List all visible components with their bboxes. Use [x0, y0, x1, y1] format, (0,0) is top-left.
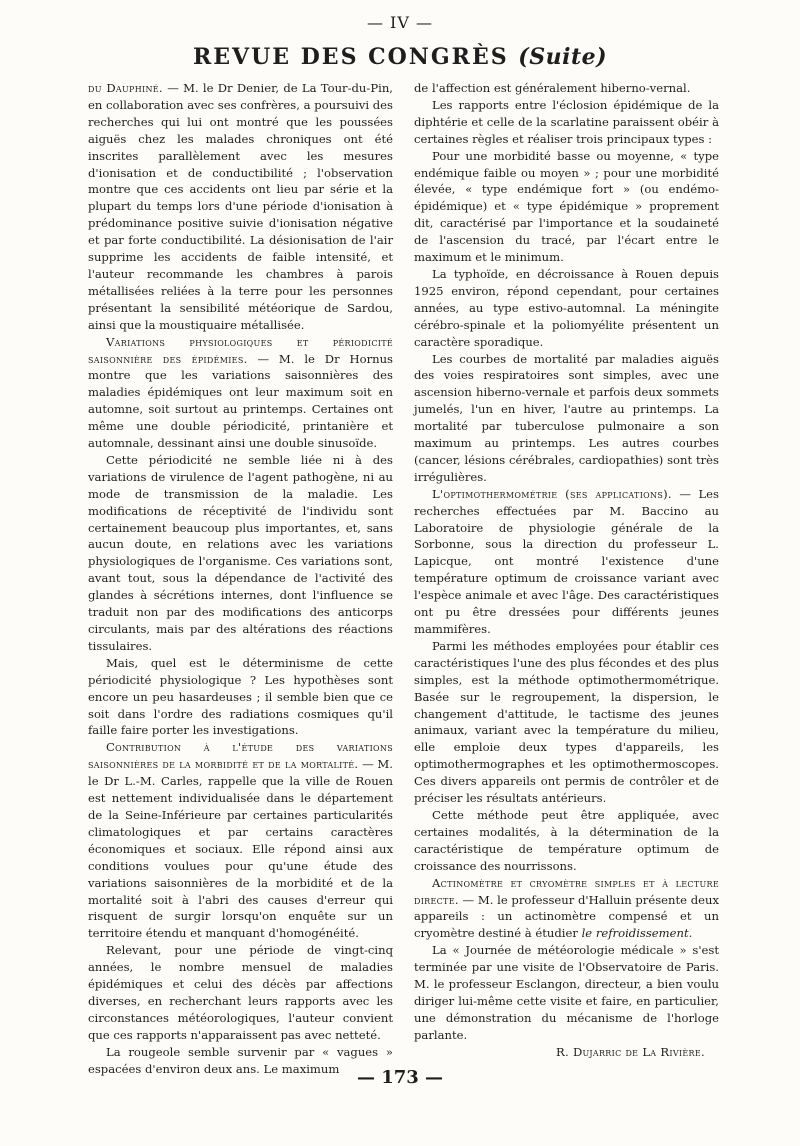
paragraph-dauphine: [88, 80, 393, 334]
section-lead: du Dauphiné.: [88, 81, 163, 95]
paragraph-continuation: de l'affection est généralement hiberno-vernal.: [414, 81, 691, 95]
title-main: REVUE DES CONGRÈS: [192, 44, 509, 70]
italic-text: le refroidissement.: [581, 926, 693, 941]
paragraph: Mais, quel est le déterminisme de cette périodicité physiologique ? Les hypothèses sont encore un peu hasardeuses ; il semble bien que ce soit dans l'ordre des radiations cosmiques qu'il faille faire porter les investigations.: [88, 655, 393, 738]
title-suffix: (Suite): [518, 44, 608, 70]
paragraph-text: — M. le Dr Hornus montre que les variations saisonnières des maladies épidémiques ont leur maximum soit en automne, soit surtout au printemps. Certaines ont même une double périodicité, printanière et automnale, dessinant ainsi une double sinusoïde.: [88, 351, 393, 451]
signature: [414, 1044, 719, 1061]
paragraph-text: — M. le Dr Denier, de La Tour-du-Pin, en collaboration avec ses confrères, a poursuivi des recherches qui lui ont montré que les poussées aiguës chez les malades chroniques ont été inscrites parallèlement avec les mesures d'ionisation et de conductibilité ; l'observation montre que ces accidents ont lieu par série et la plupart du temps lors d'une période d'ionisation à prédominance positive suivie d'ionisation négative et par forte conductibilité. La désionisation de l'air supprime les accidents de faible intensité, et l'auteur recommande les chambres à parois métallisées reliées à la terre pour les personnes présentant la sensibilité météorique de Sardou, ainsi que la moustiquaire métallisée.: [88, 81, 393, 332]
paragraph: Les rapports entre l'éclosion épidémique de la diphtérie et celle de la scarlatine paraissent obéir à certaines règles et réaliser trois principaux types :: [414, 97, 719, 146]
paragraph-actinometre: [414, 875, 719, 943]
section-heading: Contribution à l'étude des variations saisonnières de la morbidité et de la mortalité.: [88, 740, 393, 772]
paragraph-variations-physiologiques: [88, 334, 393, 452]
signature-text: R. Dujarric de La Rivière.: [555, 1044, 705, 1059]
section-heading: Actinomètre et cryomètre simples et à lecture directe.: [414, 875, 719, 907]
page-number: — 173 —: [356, 1067, 444, 1088]
paragraph: Cette méthode peut être appliquée, avec certaines modalités, à la détermination de la caractéristique de température optimum de croissance des nourrissons.: [414, 807, 719, 873]
paragraph: La « Journée de météorologie médicale » s'est terminée par une visite de l'Observatoire de Paris. M. le professeur Esclangon, directeur, a bien voulu diriger lui-même cette visite et faire, en particulier, une démonstration du mécanisme de l'horloge parlante.: [414, 943, 719, 1042]
paragraph-optimothermometrie: [414, 486, 719, 638]
left-column: [88, 80, 393, 1077]
paragraph-text: — M. le professeur d'Halluin présente deux appareils : un actinomètre compensé et un cryomètre destiné à étudier: [414, 892, 719, 941]
section-heading: Variations physiologiques et périodicité saisonnière des épidémies.: [88, 334, 393, 366]
paragraph-text: — M. le Dr L.-M. Carles, rappelle que la ville de Rouen est nettement individualisée dans le département de la Seine-Inférieure par certaines particularités climatologiques et par certains caractères économiques et sociaux. Elle répond ainsi aux conditions voulues pour qu'une étude des variations saisonnières de la morbidité et de la mortalité soit à l'abri des causes d'erreur qui risquent de surgir lorsqu'on enquête sur un territoire étendu et manquant d'homogénéité.: [88, 757, 393, 941]
paragraph-text: — Les recherches effectuées par M. Baccino au Laboratoire de physiologie générale de la Sorbonne, sous la direction du professeur L. Lapicque, ont montré l'existence d'une température optimum de croissance variant avec l'espèce animale et avec l'âge. Des caractéristiques ont pu être dressées pour différents jeunes mammifères.: [414, 486, 719, 636]
paragraph: Cette périodicité ne semble liée ni à des variations de virulence de l'agent pathogène, ni au mode de transmission de la maladie. Les modifications de réceptivité de l'individu sont certainement beaucoup plus importantes, et, sans aucun doute, en relations avec les variations physiologiques de l'organisme. Ces variations sont, avant tout, sous la dépendance de l'activité des glandes à sécrétions internes, dont l'influence se traduit non par des modifications des anticorps circulants, mais par des altérations des réactions tissulaires.: [88, 452, 393, 653]
roman-page-number: — IV —: [366, 13, 434, 32]
page-title: [0, 44, 800, 70]
right-column: [414, 80, 719, 1061]
section-heading: L'optimothermométrie (ses applications).: [432, 486, 672, 501]
paragraph: Parmi les méthodes employées pour établir ces caractéristiques l'une des plus fécondes et des plus simples, est la méthode optimothermométrique. Basée sur le regroupement, la dispersion, le changement d'attitude, le tactisme des jeunes animaux, variant avec la température du milieu, elle emploie deux types d'appareils, les optimothermographes et les optimothermoscopes. Ces divers appareils ont permis de contrôler et de préciser les résultats antérieurs.: [414, 638, 719, 806]
paragraph: La typhoïde, en décroissance à Rouen depuis 1925 environ, répond cependant, pour certaines années, au type estivo-automnal. La méningite cérébro-spinale et la poliomyélite présentent un caractère sporadique.: [414, 266, 719, 349]
paragraph: La rougeole semble survenir par « vagues » espacées d'environ deux ans. Le maximum: [88, 1044, 393, 1076]
paragraph-contribution: [88, 739, 393, 942]
paragraph: Relevant, pour une période de vingt-cinq années, le nombre mensuel de maladies épidémiques et celui des décès par affections diverses, en recherchant leurs rapports avec les circonstances météorologiques, l'auteur convient que ces rapports n'apparaissent pas avec netteté.: [88, 943, 393, 1042]
paragraph: Les courbes de mortalité par maladies aiguës des voies respiratoires sont simples, avec une ascension hiberno-vernale et parfois deux sommets jumelés, l'un en hiver, l'autre au printemps. La mortalité par tuberculose pulmonaire a son maximum au printemps. Les autres courbes (cancer, lésions cérébrales, cardiopathies) sont très irrégulières.: [414, 351, 719, 484]
paragraph: Pour une morbidité basse ou moyenne, « type endémique faible ou moyen » ; pour une morbidité élevée, « type endémique fort » (ou endémo-épidémique) et « type épidémique » proprement dit, caractérisé par l'importance et la soudaineté de l'ascension du tracé, par l'écart entre le maximum et le minimum.: [414, 148, 719, 265]
